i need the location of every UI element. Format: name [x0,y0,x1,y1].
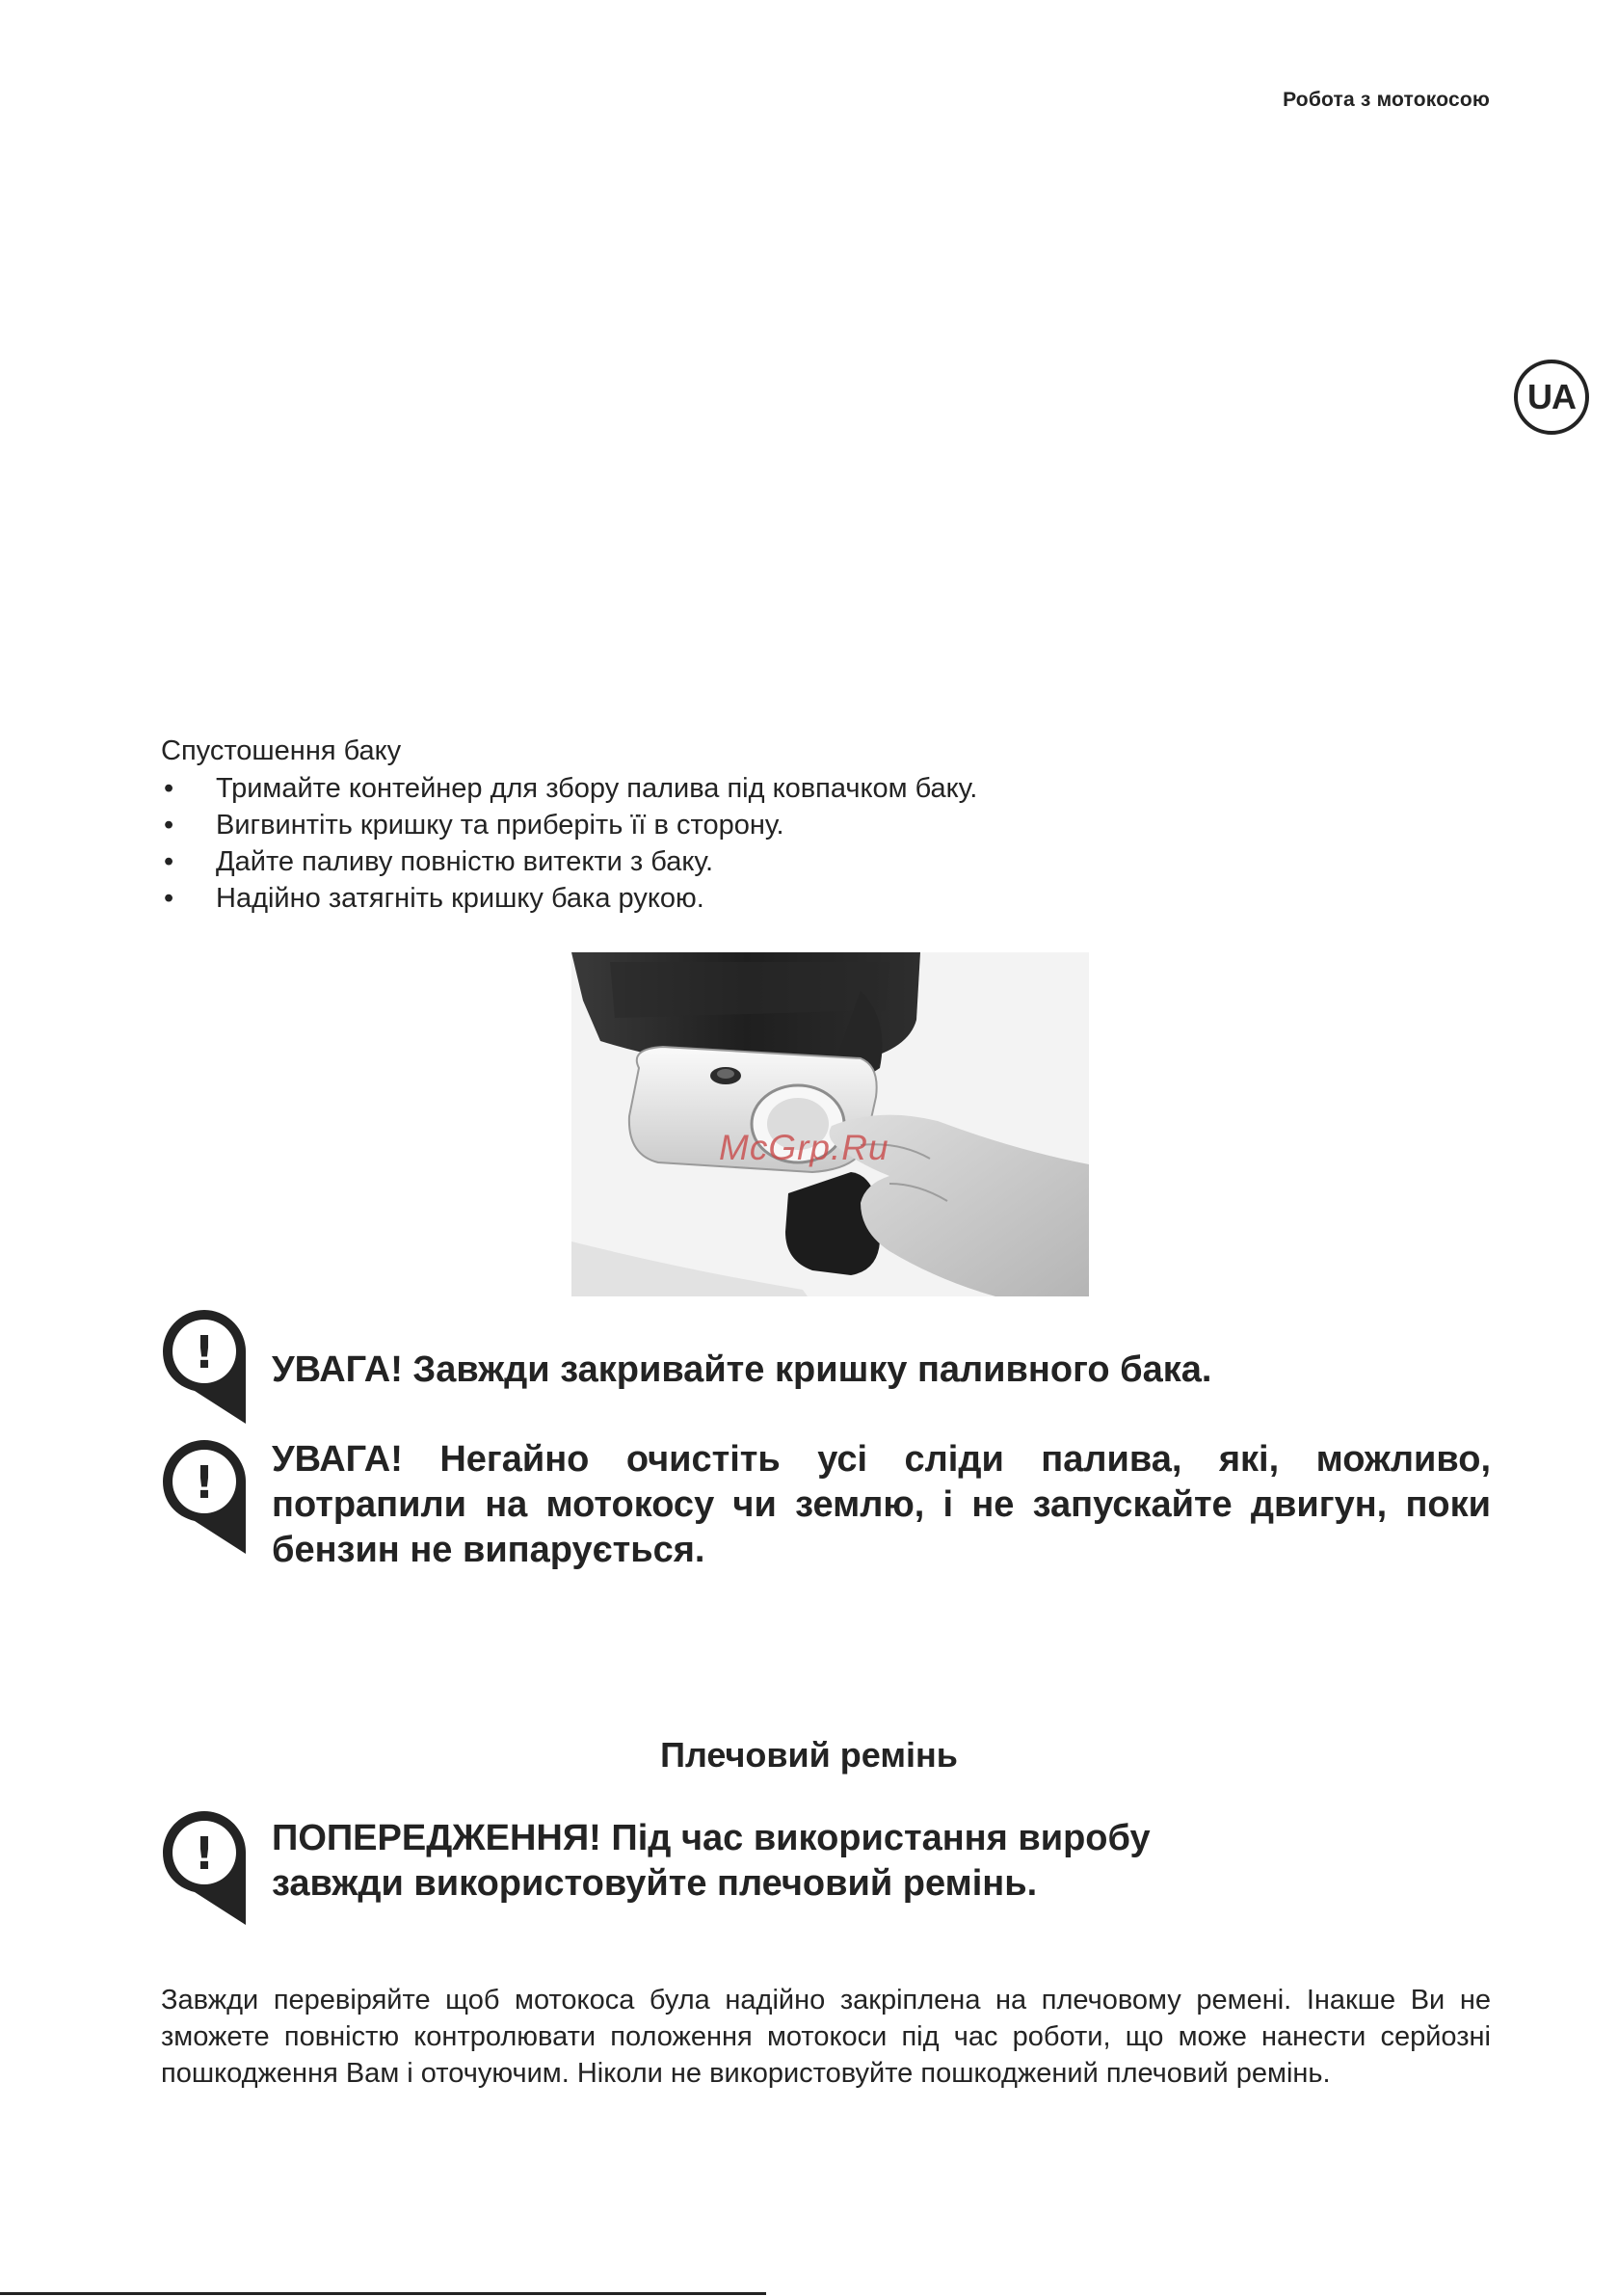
bullet-icon: • [164,883,174,914]
shoulder-strap-heading: Плечовий ремінь [660,1735,958,1775]
draining-section [161,733,1491,917]
spill-warning-text: УВАГА! Негайно очистіть усі сліди палива, які, можливо, потрапили на мотокосу чи землю, і не запускайте двигун, поки бензин не випарується. [272,1439,1491,1570]
fuel-tank-illustration [571,952,1089,1296]
cap-warning-text: УВАГА! Завжди закривайте кришку паливного бака. [272,1349,1212,1390]
list-item [161,807,1491,843]
language-badge: UA [1514,360,1589,435]
draining-steps-list [161,770,1491,917]
watermark-text: McGrp.Ru [719,1128,889,1167]
list-item-text: Дайте паливу повністю витекти з баку. [216,846,714,877]
footer-divider [0,2292,766,2295]
draining-title: Спустошення баку [161,735,402,766]
list-item [161,770,1491,807]
warning-icon-1-wrapper [161,1308,248,1430]
list-item [161,843,1491,880]
list-item-text: Тримайте контейнер для збору палива під ковпачком баку. [216,773,978,804]
bullet-icon: • [164,773,174,804]
warning-mark: ! [194,1456,215,1508]
strap-body-paragraph: Завжди перевіряйте щоб мотокоса була надійно закріплена на плечовому ремені. Інакше Ви не зможете повністю контролювати положення мотокоси під час роботи, що може нанести серйозні пошкодження Вам і оточуючим. Ніколи не використовуйте пошкоджений плечовий ремінь. [161,1985,1491,2089]
warning-exclamation-icon [161,1809,248,1927]
strap-warning-line-1: ПОПЕРЕДЖЕННЯ! Під час використання виробу [272,1818,1151,1858]
warning-exclamation-icon [161,1308,248,1426]
list-item-text: Вигвинтіть кришку та приберіть її в сторону. [216,810,784,841]
strap-warning-line-2: завжди використовуйте плечовий ремінь. [272,1863,1038,1904]
page-header-title: Робота з мотокосою [1283,89,1490,111]
warning-mark: ! [194,1326,215,1378]
warning-exclamation-icon [161,1438,248,1556]
strap-warning-text [272,1816,1491,1907]
bullet-icon: • [164,846,174,877]
list-item [161,880,1491,917]
fuel-tank-photo [571,952,1089,1296]
warning-icon-2-wrapper [161,1438,248,1561]
warning-mark: ! [194,1828,215,1880]
warning-icon-3-wrapper [161,1809,248,1932]
list-item-text: Надійно затягніть кришку бака рукою. [216,883,704,914]
bullet-icon: • [164,810,174,841]
